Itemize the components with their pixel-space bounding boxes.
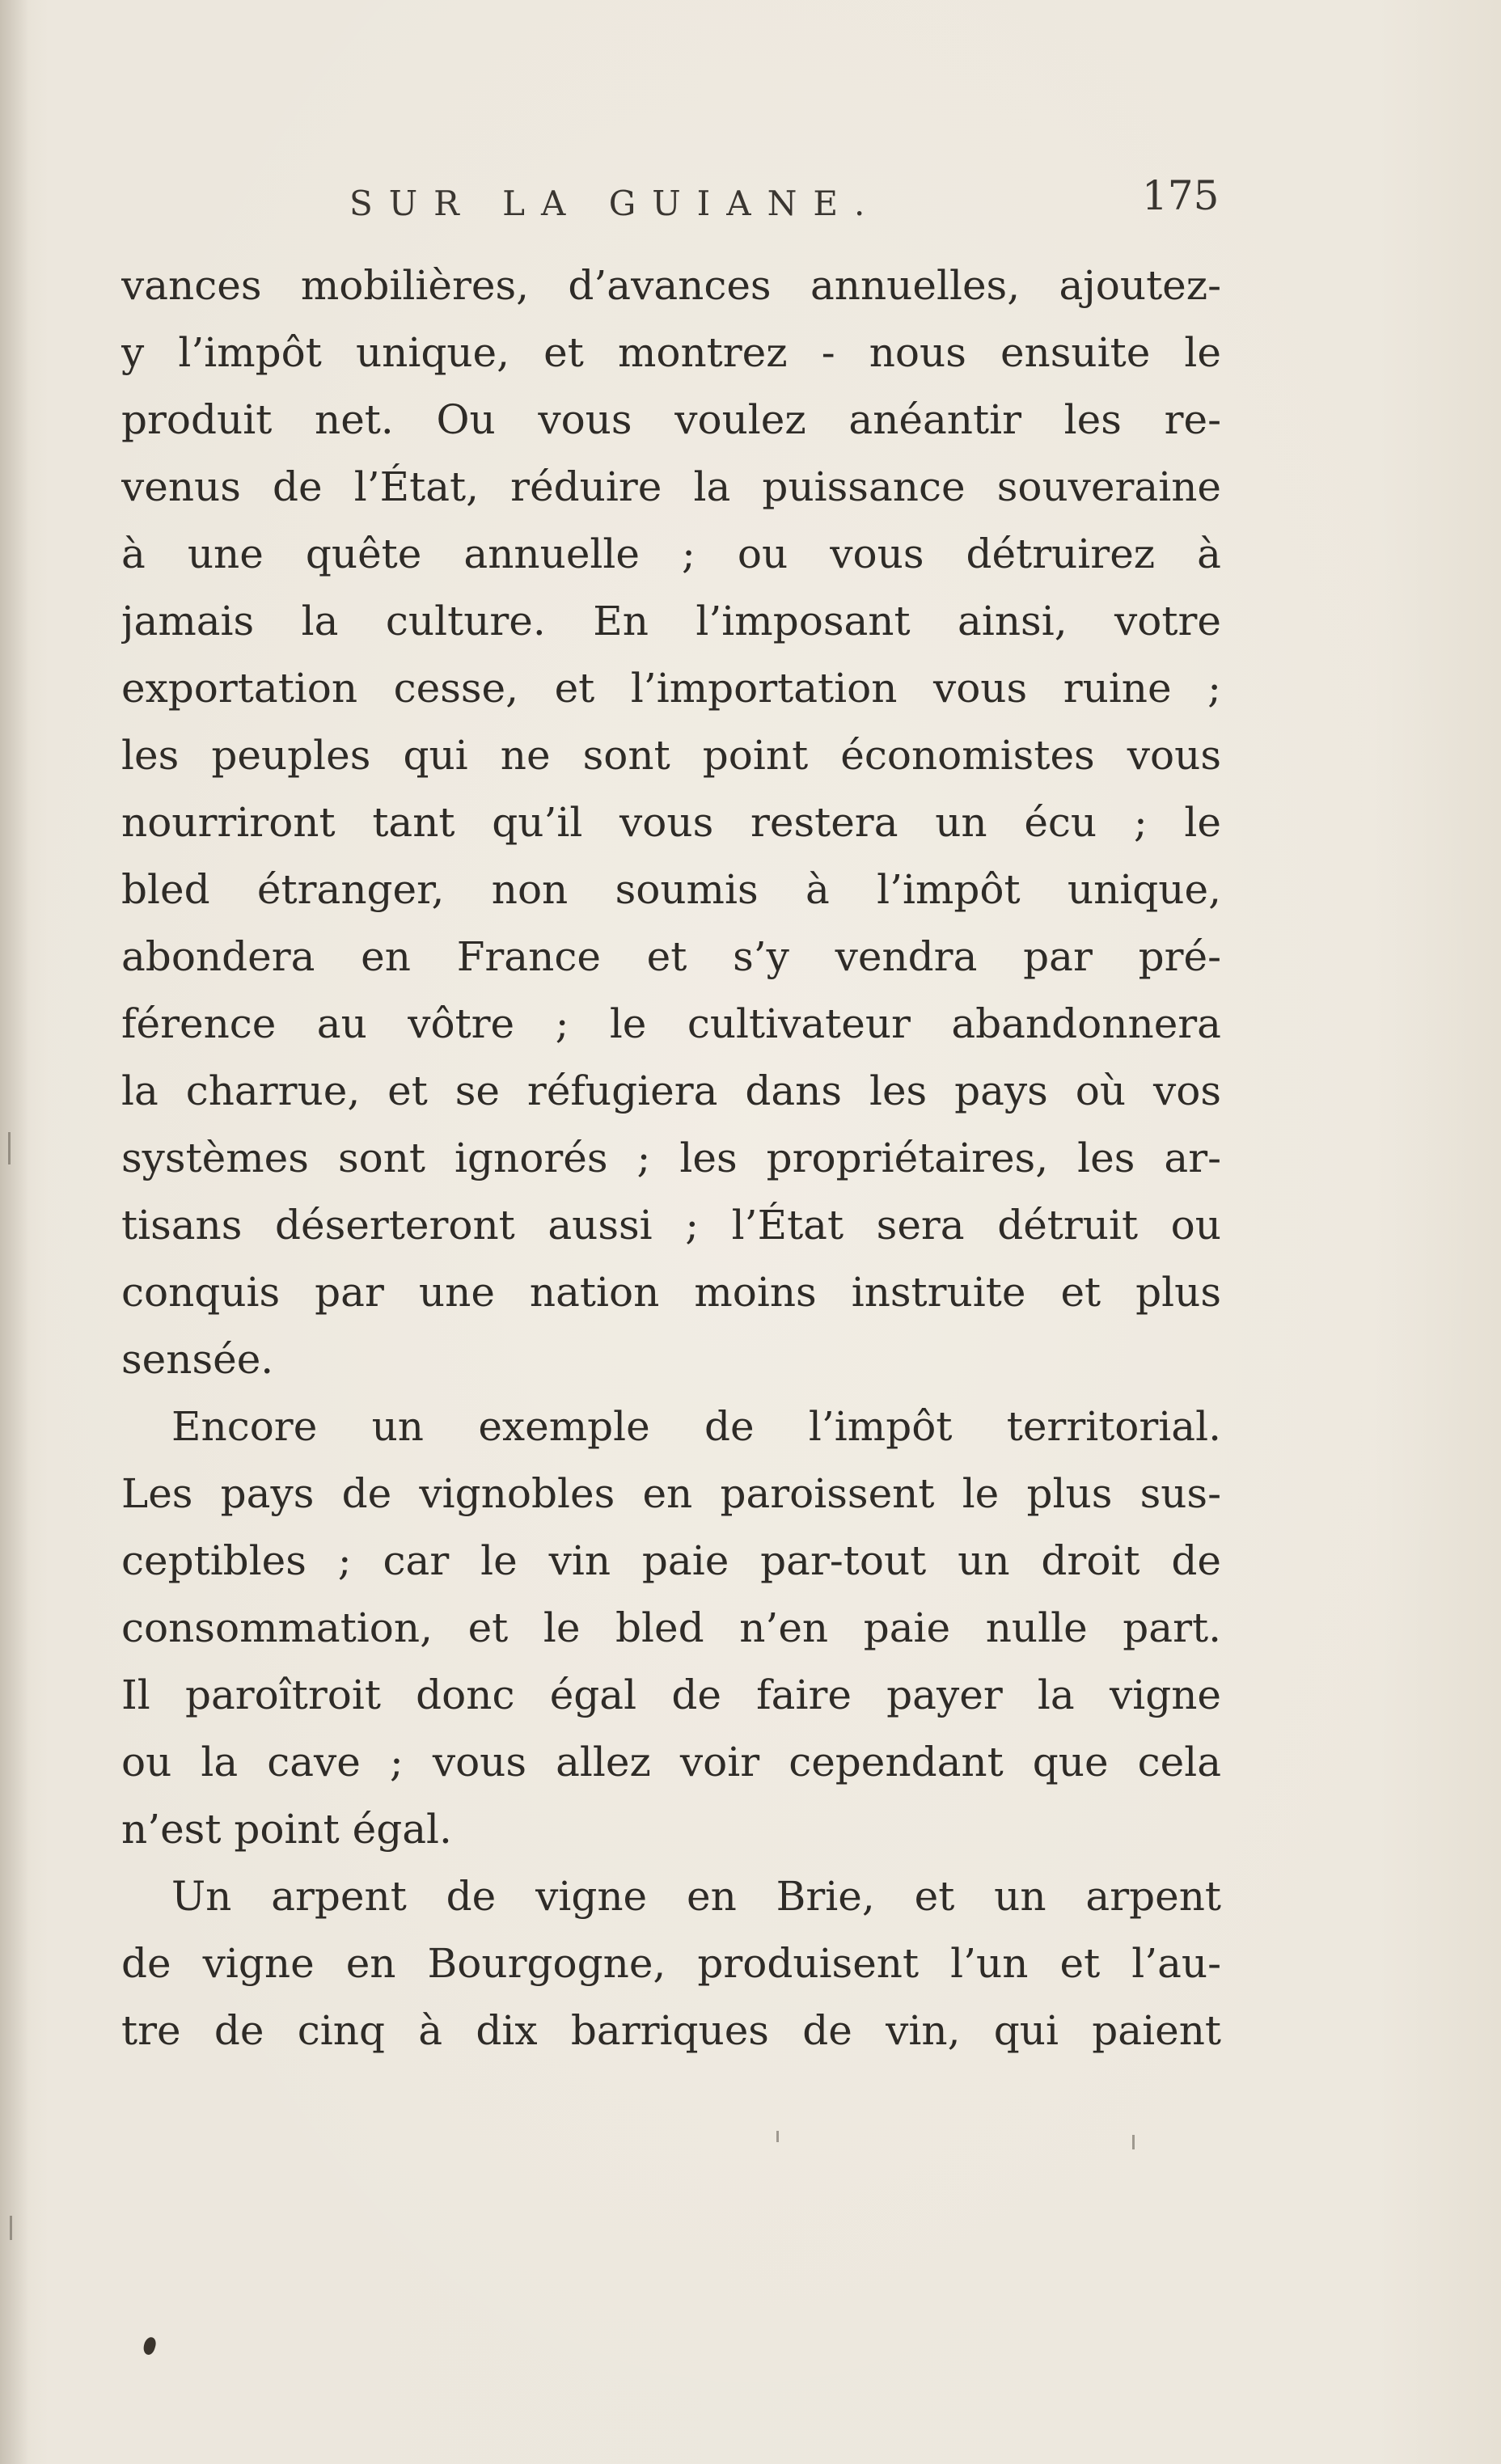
text-line: bled étranger, non soumis à l’impôt unique, [121, 866, 1221, 913]
page-number: 175 [1142, 172, 1220, 219]
body-text [121, 252, 1221, 2065]
text-line: y l’impôt unique, et montrez - nous ensuite le [121, 329, 1221, 376]
paragraph-start-line: Encore un exemple de l’impôt territorial. [171, 1403, 1221, 1450]
paper-speck [776, 2131, 779, 2142]
text-line: Les pays de vignobles en paroissent le plus sus- [121, 1470, 1221, 1517]
text-line: jamais la culture. En l’imposant ainsi, votre [121, 598, 1221, 645]
text-line: de vigne en Bourgogne, produisent l’un et l’au- [121, 1940, 1221, 1987]
text-line: tre de cinq à dix barriques de vin, qui paient [121, 2007, 1221, 2054]
text-line: nourriront tant qu’il vous restera un écu ; le [121, 799, 1221, 846]
text-line: ceptibles ; car le vin paie par-tout un droit de [121, 1537, 1221, 1584]
text-line: produit net. Ou vous voulez anéantir les re- [121, 396, 1221, 443]
text-line: férence au vôtre ; le cultivateur abandonnera [121, 1000, 1221, 1047]
paper-speck [8, 1132, 11, 1164]
text-line: tisans déserteront aussi ; l’État sera détruit ou [121, 1202, 1221, 1249]
text-line: Il paroîtroit donc égal de faire payer la vigne [121, 1672, 1221, 1718]
text-line: à une quête annuelle ; ou vous détruirez à [121, 530, 1221, 577]
paragraph-end-line: sensée. [121, 1336, 274, 1383]
ink-blot [142, 2335, 158, 2356]
running-head: SUR LA GUIANE. [349, 184, 882, 223]
text-line: les peuples qui ne sont point économistes vous [121, 732, 1221, 779]
paragraph-end-line: n’est point égal. [121, 1806, 452, 1853]
text-line: systèmes sont ignorés ; les propriétaires, les ar- [121, 1135, 1221, 1181]
text-line: exportation cesse, et l’importation vous ruine ; [121, 665, 1221, 712]
paper-speck [10, 2216, 12, 2240]
text-line: consommation, et le bled n’en paie nulle part. [121, 1604, 1221, 1651]
text-line: la charrue, et se réfugiera dans les pays où vos [121, 1067, 1221, 1114]
text-line: conquis par une nation moins instruite et plus [121, 1269, 1221, 1316]
text-line: venus de l’État, réduire la puissance souveraine [121, 463, 1221, 510]
text-line: abondera en France et s’y vendra par pré- [121, 933, 1221, 980]
text-line: ou la cave ; vous allez voir cependant que cela [121, 1739, 1221, 1786]
spine-shadow [0, 0, 29, 2464]
paper-speck [1132, 2135, 1135, 2149]
page-header [121, 166, 1221, 239]
text-line: vances mobilières, d’avances annuelles, ajoutez- [121, 262, 1221, 309]
paragraph-start-line: Un arpent de vigne en Brie, et un arpent [171, 1873, 1221, 1920]
